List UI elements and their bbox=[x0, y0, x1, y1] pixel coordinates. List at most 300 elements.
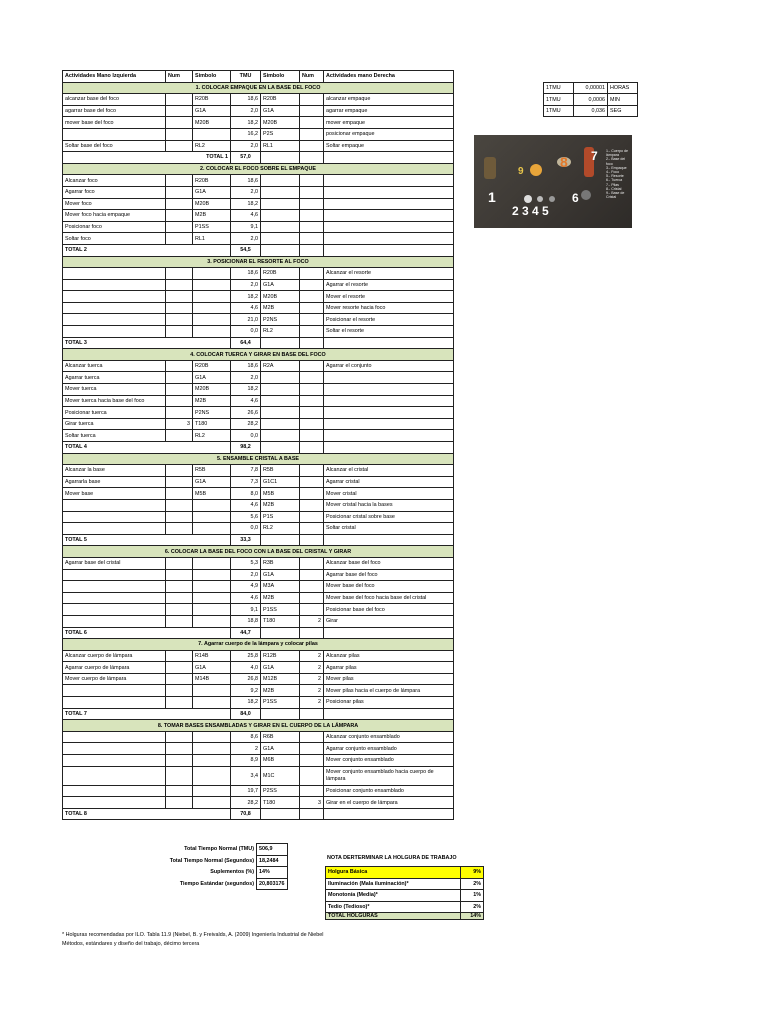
table-cell bbox=[63, 314, 166, 326]
table-cell bbox=[300, 186, 324, 198]
footnote-line-2: Métodos, estándares y diseño del trabajo, décimo tercera bbox=[62, 941, 200, 947]
table-cell bbox=[261, 210, 300, 222]
table-row bbox=[63, 743, 454, 755]
table-cell: mover empaque bbox=[324, 117, 454, 129]
table-cell: P1SS bbox=[261, 697, 300, 709]
total-row bbox=[63, 244, 454, 256]
empty-cell bbox=[300, 627, 324, 639]
table-cell: Alcanzar tuerca bbox=[63, 360, 166, 372]
total-label: TOTAL 5 bbox=[63, 534, 231, 546]
table-row bbox=[63, 465, 454, 477]
table-cell: Posicionar el resorte bbox=[324, 314, 454, 326]
table-row bbox=[63, 662, 454, 674]
conversion-row bbox=[544, 105, 638, 116]
table-cell bbox=[193, 557, 231, 569]
table-cell bbox=[166, 499, 193, 511]
table-cell: Agarrar tuerca bbox=[63, 372, 166, 384]
table-cell bbox=[166, 685, 193, 697]
conversion-row bbox=[544, 94, 638, 105]
table-cell bbox=[63, 731, 166, 743]
table-cell: 2 bbox=[300, 615, 324, 627]
summary-table bbox=[92, 843, 288, 890]
table-cell: Agarrar foco bbox=[63, 186, 166, 198]
section-title-row bbox=[63, 639, 454, 651]
table-cell: 2 bbox=[300, 697, 324, 709]
table-cell: M20B bbox=[261, 117, 300, 129]
table-cell bbox=[166, 581, 193, 593]
table-cell: 3 bbox=[300, 797, 324, 809]
table-cell: Alcanzar el cristal bbox=[324, 465, 454, 477]
table-cell bbox=[300, 499, 324, 511]
table-row bbox=[63, 476, 454, 488]
table-cell: 0,0 bbox=[231, 326, 261, 338]
table-cell bbox=[324, 210, 454, 222]
table-cell: Mover cuerpo de lámpara bbox=[63, 673, 166, 685]
header-cell: TMU bbox=[231, 71, 261, 83]
table-cell bbox=[324, 384, 454, 396]
header-cell: Num bbox=[166, 71, 193, 83]
table-cell bbox=[324, 430, 454, 442]
table-cell: Soltar foco bbox=[63, 233, 166, 245]
table-cell bbox=[193, 523, 231, 535]
table-cell bbox=[166, 302, 193, 314]
table-cell bbox=[300, 755, 324, 767]
table-cell bbox=[300, 279, 324, 291]
holgura-total-row bbox=[326, 913, 484, 920]
table-cell bbox=[261, 233, 300, 245]
total-label: TOTAL 8 bbox=[63, 808, 231, 820]
table-cell bbox=[193, 731, 231, 743]
table-cell: alcanzar base del foco bbox=[63, 94, 166, 106]
table-cell bbox=[166, 465, 193, 477]
table-cell bbox=[300, 233, 324, 245]
table-cell: Mover foco hacia empaque bbox=[63, 210, 166, 222]
table-cell: R5B bbox=[261, 465, 300, 477]
table-cell bbox=[300, 105, 324, 117]
table-row bbox=[63, 523, 454, 535]
table-cell bbox=[63, 499, 166, 511]
table-cell: Alcanzar foco bbox=[63, 175, 166, 187]
empty-cell bbox=[324, 337, 454, 349]
table-cell bbox=[166, 650, 193, 662]
table-cell: M2B bbox=[193, 210, 231, 222]
table-row bbox=[63, 279, 454, 291]
legend-item: 2.- Base del foco bbox=[606, 157, 626, 166]
table-cell: M2B bbox=[261, 499, 300, 511]
conversion-body bbox=[544, 83, 638, 117]
photo-label-8: 8 bbox=[560, 154, 568, 170]
holgura-label: Tedio (Tedioso)* bbox=[326, 901, 461, 913]
table-cell bbox=[300, 581, 324, 593]
table-cell bbox=[300, 766, 324, 785]
table-cell: RL2 bbox=[193, 140, 231, 152]
table-cell bbox=[63, 268, 166, 280]
empty-cell bbox=[300, 534, 324, 546]
legend-item: 9.- Base de Cristal bbox=[606, 191, 625, 200]
table-cell: 7,8 bbox=[231, 465, 261, 477]
section-title-row bbox=[63, 82, 454, 94]
table-cell: R20B bbox=[261, 94, 300, 106]
table-cell bbox=[166, 743, 193, 755]
table-cell: 2,0 bbox=[231, 279, 261, 291]
table-cell bbox=[300, 743, 324, 755]
table-cell bbox=[300, 326, 324, 338]
table-row bbox=[63, 198, 454, 210]
empty-cell bbox=[300, 708, 324, 720]
table-cell: Mover base del foco hacia base del cristal bbox=[324, 592, 454, 604]
table-row bbox=[63, 488, 454, 500]
total-label: TOTAL 1 bbox=[63, 152, 231, 164]
table-row bbox=[63, 395, 454, 407]
table-cell bbox=[166, 117, 193, 129]
empty-cell bbox=[261, 808, 300, 820]
mtm-analysis-table bbox=[62, 70, 454, 820]
empty-cell bbox=[324, 534, 454, 546]
parts-photo bbox=[474, 135, 632, 228]
table-cell: 2 bbox=[300, 662, 324, 674]
summary-label: Tiempo Estándar (segundos) bbox=[179, 881, 254, 888]
table-cell bbox=[166, 140, 193, 152]
total-row bbox=[63, 442, 454, 454]
conversion-value: 0,036 bbox=[574, 105, 608, 116]
empty-cell bbox=[261, 708, 300, 720]
table-cell bbox=[300, 569, 324, 581]
table-cell bbox=[300, 128, 324, 140]
total-value: 64,4 bbox=[231, 337, 261, 349]
table-cell bbox=[261, 407, 300, 419]
table-cell bbox=[166, 697, 193, 709]
table-cell bbox=[300, 372, 324, 384]
table-row bbox=[63, 384, 454, 396]
conversion-label: HORAS bbox=[608, 83, 638, 94]
table-cell bbox=[300, 488, 324, 500]
total-value: 57,0 bbox=[231, 152, 261, 164]
table-cell: Soltar cristal bbox=[324, 523, 454, 535]
table-cell: 2,0 bbox=[231, 105, 261, 117]
summary-value: 20,803176 bbox=[257, 878, 288, 890]
table-cell: Mover foco bbox=[63, 198, 166, 210]
table-cell bbox=[300, 221, 324, 233]
table-cell bbox=[193, 743, 231, 755]
total-value: 44,7 bbox=[231, 627, 261, 639]
table-row bbox=[63, 291, 454, 303]
table-cell bbox=[63, 766, 166, 785]
table-row bbox=[63, 372, 454, 384]
table-cell: alcanzar empaque bbox=[324, 94, 454, 106]
table-cell: T180 bbox=[193, 418, 231, 430]
table-cell: mover base del foco bbox=[63, 117, 166, 129]
table-cell: Agarrar base del cristal bbox=[63, 557, 166, 569]
summary-label: Suplementos (%) bbox=[210, 869, 254, 876]
table-cell bbox=[166, 279, 193, 291]
table-cell: M20B bbox=[261, 291, 300, 303]
table-row bbox=[63, 128, 454, 140]
table-row bbox=[63, 302, 454, 314]
total-value: 84,0 bbox=[231, 708, 261, 720]
table-cell: Posicionar tuerca bbox=[63, 407, 166, 419]
table-row bbox=[63, 326, 454, 338]
table-cell: 16,2 bbox=[231, 128, 261, 140]
table-row bbox=[63, 407, 454, 419]
conversion-unit: 1TMU bbox=[544, 83, 574, 94]
header-cell: Actividades mano Derecha bbox=[324, 71, 454, 83]
table-cell bbox=[166, 384, 193, 396]
table-cell: 4,6 bbox=[231, 302, 261, 314]
table-cell: G1A bbox=[261, 569, 300, 581]
table-cell bbox=[166, 430, 193, 442]
table-cell bbox=[166, 755, 193, 767]
table-cell bbox=[193, 604, 231, 616]
table-cell: 18,2 bbox=[231, 117, 261, 129]
table-cell bbox=[166, 615, 193, 627]
table-cell bbox=[63, 785, 166, 797]
table-cell bbox=[63, 743, 166, 755]
table-cell: Agarrar pilas bbox=[324, 662, 454, 674]
table-cell bbox=[324, 418, 454, 430]
table-cell: 25,8 bbox=[231, 650, 261, 662]
conversion-unit: 1TMU bbox=[544, 105, 574, 116]
table-row bbox=[63, 673, 454, 685]
table-cell: Girar tuerca bbox=[63, 418, 166, 430]
table-cell bbox=[166, 210, 193, 222]
holgura-row bbox=[326, 878, 484, 890]
table-cell bbox=[300, 94, 324, 106]
header-cell: Actividades Mano Izquierda bbox=[63, 71, 166, 83]
table-cell: Agarrar cristal bbox=[324, 476, 454, 488]
table-cell: Agarrar el resorte bbox=[324, 279, 454, 291]
table-cell bbox=[63, 279, 166, 291]
table-cell bbox=[193, 785, 231, 797]
table-cell: G1A bbox=[261, 279, 300, 291]
table-cell bbox=[63, 697, 166, 709]
section-title: 2. COLOCAR EL FOCO SOBRE EL EMPAQUE bbox=[63, 163, 454, 175]
table-cell: M2B bbox=[261, 685, 300, 697]
table-cell bbox=[193, 511, 231, 523]
table-cell bbox=[193, 314, 231, 326]
table-cell: Girar en el cuerpo de lámpara bbox=[324, 797, 454, 809]
table-cell bbox=[166, 673, 193, 685]
table-cell: M12B bbox=[261, 673, 300, 685]
table-cell bbox=[166, 407, 193, 419]
table-cell: Posicionar pilas bbox=[324, 697, 454, 709]
empty-cell bbox=[324, 627, 454, 639]
table-cell: G1A bbox=[193, 662, 231, 674]
table-row bbox=[63, 140, 454, 152]
table-cell bbox=[300, 592, 324, 604]
table-cell bbox=[193, 755, 231, 767]
table-row bbox=[63, 210, 454, 222]
header-cell: Simbolo bbox=[261, 71, 300, 83]
table-cell: 18,2 bbox=[231, 291, 261, 303]
table-cell: 18,6 bbox=[231, 94, 261, 106]
table-cell: Posicionar cristal sobre base bbox=[324, 511, 454, 523]
table-cell: 18,2 bbox=[231, 697, 261, 709]
table-row bbox=[63, 650, 454, 662]
table-cell bbox=[324, 198, 454, 210]
table-cell bbox=[63, 326, 166, 338]
holgura-label: Iluminación (Mala iluminación)* bbox=[326, 878, 461, 890]
table-cell bbox=[63, 604, 166, 616]
table-cell: M3A bbox=[261, 581, 300, 593]
table-cell: 8,6 bbox=[231, 731, 261, 743]
table-cell bbox=[324, 175, 454, 187]
section-title-row bbox=[63, 453, 454, 465]
table-cell: RL1 bbox=[193, 233, 231, 245]
table-cell: G1A bbox=[193, 372, 231, 384]
table-cell bbox=[300, 384, 324, 396]
table-cell: 2,0 bbox=[231, 569, 261, 581]
table-cell bbox=[63, 755, 166, 767]
table-cell bbox=[166, 488, 193, 500]
table-cell bbox=[261, 418, 300, 430]
table-cell: 7,3 bbox=[231, 476, 261, 488]
holgura-value: 9% bbox=[461, 867, 484, 879]
holgura-table bbox=[325, 866, 484, 920]
table-cell: R14B bbox=[193, 650, 231, 662]
table-cell: G1C1 bbox=[261, 476, 300, 488]
table-cell: posicionar empaque bbox=[324, 128, 454, 140]
table-cell: M6B bbox=[261, 755, 300, 767]
table-cell bbox=[166, 221, 193, 233]
section-title-row bbox=[63, 163, 454, 175]
table-cell: P1SS bbox=[261, 604, 300, 616]
table-cell bbox=[261, 221, 300, 233]
table-cell bbox=[166, 785, 193, 797]
total-row bbox=[63, 534, 454, 546]
table-cell: 0,0 bbox=[231, 430, 261, 442]
table-cell bbox=[166, 268, 193, 280]
total-row bbox=[63, 337, 454, 349]
legend-item: 1.- Cuerpo de lámpara bbox=[606, 149, 628, 158]
total-value: 98,2 bbox=[231, 442, 261, 454]
section-title: 8. TOMAR BASES ENSAMBLADAS Y GIRAR EN EL CUERPO DE LA LÁMPARA bbox=[63, 720, 454, 732]
table-cell: 26,6 bbox=[231, 407, 261, 419]
table-cell bbox=[166, 662, 193, 674]
empty-cell bbox=[261, 534, 300, 546]
table-cell: M5B bbox=[193, 488, 231, 500]
table-cell bbox=[193, 128, 231, 140]
table-cell: 4,6 bbox=[231, 592, 261, 604]
bulb-base-shape bbox=[524, 195, 532, 203]
table-cell: 19,7 bbox=[231, 785, 261, 797]
summary-row bbox=[92, 844, 288, 856]
total-label: TOTAL 4 bbox=[63, 442, 231, 454]
table-cell bbox=[63, 302, 166, 314]
table-cell: P2S bbox=[261, 128, 300, 140]
total-label: TOTAL 2 bbox=[63, 244, 231, 256]
empty-cell bbox=[300, 442, 324, 454]
table-cell bbox=[261, 372, 300, 384]
empty-cell bbox=[300, 808, 324, 820]
table-cell bbox=[261, 186, 300, 198]
table-cell: R2A bbox=[261, 360, 300, 372]
holgura-total-value: 14% bbox=[461, 913, 484, 920]
table-row bbox=[63, 592, 454, 604]
total-row bbox=[63, 152, 454, 164]
table-cell bbox=[193, 291, 231, 303]
table-row bbox=[63, 604, 454, 616]
table-row bbox=[63, 615, 454, 627]
table-cell: RL2 bbox=[261, 326, 300, 338]
table-cell: Mover cristal hacia la bases bbox=[324, 499, 454, 511]
summary-row bbox=[92, 867, 288, 879]
table-cell: G1A bbox=[193, 186, 231, 198]
table-cell bbox=[166, 511, 193, 523]
table-row bbox=[63, 117, 454, 129]
table-cell bbox=[166, 604, 193, 616]
table-cell: G1A bbox=[261, 743, 300, 755]
section-title: 1. COLOCAR EMPAQUE EN LA BASE DEL FOCO bbox=[63, 82, 454, 94]
section-title-row bbox=[63, 349, 454, 361]
table-cell bbox=[166, 314, 193, 326]
crystal-base-shape bbox=[530, 164, 542, 176]
table-cell: R20B bbox=[193, 360, 231, 372]
summary-label: Total Tiempo Normal (Segundos) bbox=[169, 857, 254, 864]
table-row bbox=[63, 186, 454, 198]
table-cell bbox=[166, 360, 193, 372]
holgura-total-label: TOTAL HOLGURAS bbox=[326, 913, 461, 920]
table-cell: M2B bbox=[261, 592, 300, 604]
conversion-unit: 1TMU bbox=[544, 94, 574, 105]
table-cell bbox=[300, 198, 324, 210]
section-title: 6. COLOCAR LA BASE DEL FOCO CON LA BASE DEL CRISTAL Y GIRAR bbox=[63, 546, 454, 558]
table-cell: Mover base del foco bbox=[324, 581, 454, 593]
section-title: 5. ENSAMBLE CRISTAL A BASE bbox=[63, 453, 454, 465]
table-cell bbox=[166, 233, 193, 245]
table-cell bbox=[261, 198, 300, 210]
table-cell: G1A bbox=[261, 662, 300, 674]
section-title-row bbox=[63, 546, 454, 558]
photo-label-9: 9 bbox=[518, 166, 524, 177]
table-cell: RL2 bbox=[193, 430, 231, 442]
table-cell: 4,9 bbox=[231, 581, 261, 593]
table-cell: Mover conjunto ensamblado bbox=[324, 755, 454, 767]
photo-label-2345: 2 3 4 5 bbox=[512, 204, 549, 218]
table-cell: R6B bbox=[261, 731, 300, 743]
photo-label-1: 1 bbox=[488, 189, 496, 205]
table-cell bbox=[300, 418, 324, 430]
table-cell: 18,2 bbox=[231, 198, 261, 210]
table-cell: 26,8 bbox=[231, 673, 261, 685]
table-cell: Mover conjunto ensamblado hacia cuerpo de lámpara bbox=[324, 766, 454, 785]
table-cell: Mover tuerca bbox=[63, 384, 166, 396]
table-cell bbox=[324, 407, 454, 419]
table-cell: 2 bbox=[300, 685, 324, 697]
section-title: 4. COLOCAR TUERCA Y GIRAR EN BASE DEL FOCO bbox=[63, 349, 454, 361]
table-cell bbox=[300, 175, 324, 187]
table-cell: Agarrar base del foco bbox=[324, 569, 454, 581]
table-row bbox=[63, 94, 454, 106]
table-cell: 4,0 bbox=[231, 662, 261, 674]
table-cell: Mover base bbox=[63, 488, 166, 500]
table-cell: Girar bbox=[324, 615, 454, 627]
total-label: TOTAL 7 bbox=[63, 708, 231, 720]
holgura-value: 1% bbox=[461, 890, 484, 902]
total-label: TOTAL 6 bbox=[63, 627, 231, 639]
empty-cell bbox=[261, 337, 300, 349]
table-cell bbox=[300, 557, 324, 569]
table-cell bbox=[166, 592, 193, 604]
legend-item: 5.- Resorte bbox=[606, 174, 624, 179]
table-cell bbox=[300, 430, 324, 442]
table-cell bbox=[300, 523, 324, 535]
footnote bbox=[62, 931, 323, 949]
table-cell bbox=[63, 511, 166, 523]
total-row bbox=[63, 708, 454, 720]
table-cell: R12B bbox=[261, 650, 300, 662]
table-header-row bbox=[63, 71, 454, 83]
table-cell bbox=[193, 581, 231, 593]
